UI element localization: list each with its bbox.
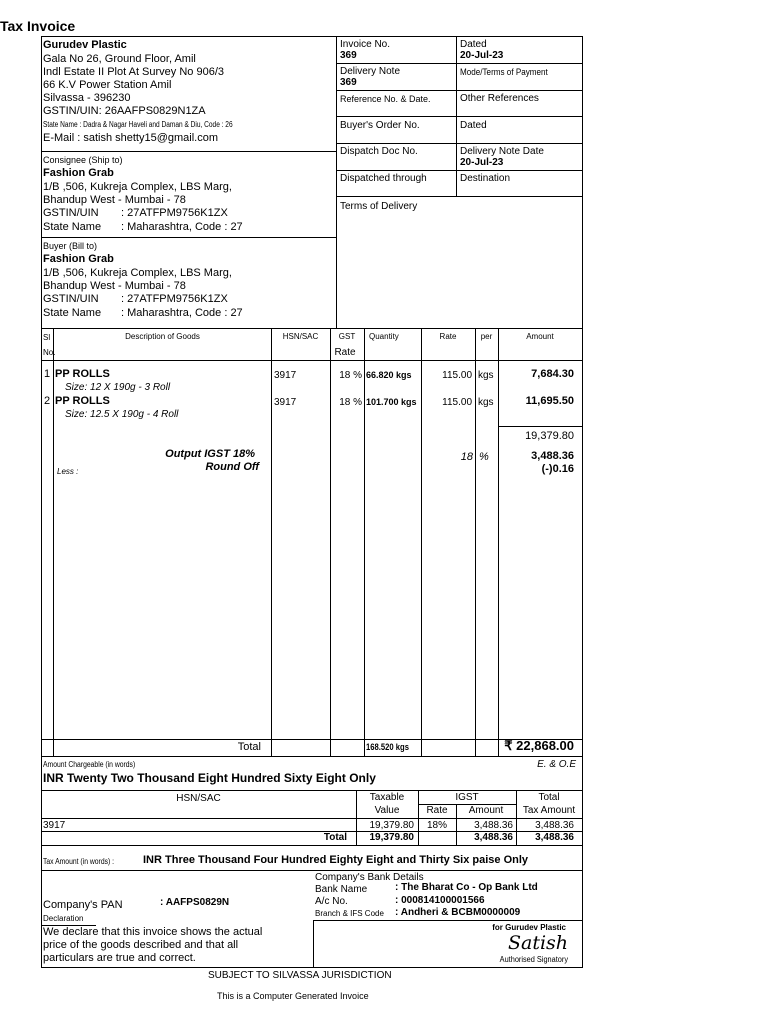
destination-label: Destination — [460, 173, 511, 184]
terms-of-delivery-label: Terms of Delivery — [340, 201, 418, 212]
buyer-name: Fashion Grab — [43, 253, 114, 265]
item-2-size: Size: 12.5 X 190g - 4 Roll — [65, 409, 179, 420]
dated-label: Dated — [460, 39, 487, 50]
less-label: Less : — [57, 467, 79, 476]
tax-amount-in-words: INR Three Thousand Four Hundred Eighty Eight and Thirty Six paise Only — [143, 854, 529, 866]
consignee-state-label: State Name — [43, 221, 102, 233]
bank-name: : The Bharat Co - Op Bank Ltd — [395, 882, 538, 893]
round-off-amount: (-)0.16 — [541, 463, 574, 475]
delivery-note-date-value: 20-Jul-23 — [460, 157, 504, 168]
buyer-order-label: Buyer's Order No. — [340, 120, 420, 131]
seller-gstin: GSTIN/UIN: 26AAFPS0829N1ZA — [43, 105, 206, 117]
consignee-address-line-2: Bhandup West - Mumbai - 78 — [43, 194, 186, 206]
invoice-title: Tax Invoice — [0, 18, 76, 34]
col-desc-header: Description of Goods — [125, 332, 200, 341]
buyer-state-label: State Name — [43, 307, 102, 319]
declaration-line-2: price of the goods described and that all — [43, 939, 239, 951]
seller-name: Gurudev Plastic — [43, 39, 127, 51]
seller-address-line-4: Silvassa - 396230 — [43, 92, 131, 104]
account-no: : 000814100001566 — [395, 895, 485, 906]
invoice-no-label: Invoice No. — [340, 39, 391, 50]
col-no-header: No. — [43, 348, 56, 357]
tax-rate-header: Rate — [426, 805, 448, 816]
buyer-label: Buyer (Bill to) — [43, 241, 98, 251]
tax-total-total: 3,488.36 — [535, 832, 574, 843]
eoe-label: E. & O.E — [537, 759, 576, 770]
buyer-gstin: : 27ATFPM9756K1ZX — [121, 293, 228, 305]
pan-value: : AAFPS0829N — [160, 897, 230, 908]
seller-address-line-1: Gala No 26, Ground Floor, Amil — [43, 53, 196, 65]
signature: Satish — [508, 932, 569, 954]
total-qty: 168.520 kgs — [366, 742, 409, 752]
col-gst-header: GST — [338, 332, 356, 341]
authorised-signatory: Authorised Signatory — [499, 955, 568, 964]
tax-row-rate: 18% — [426, 820, 447, 831]
igst-rate: 18 — [460, 451, 473, 463]
item-2-hsn: 3917 — [274, 397, 297, 408]
item-1-gst: 18 % — [339, 370, 362, 381]
igst-per: % — [479, 451, 489, 463]
seller-address-line-3: 66 K.V Power Station Amil — [43, 79, 172, 91]
item-1-per: kgs — [478, 370, 494, 381]
amount-in-words: INR Twenty Two Thousand Eight Hundred Sixty Eight Only — [43, 771, 376, 785]
seller-email: E-Mail : satish shetty15@gmail.com — [43, 132, 219, 144]
tax-total-header: Total — [538, 792, 560, 803]
dated-value: 20-Jul-23 — [460, 50, 504, 61]
computer-generated-note: This is a Computer Generated Invoice — [217, 991, 369, 1001]
item-2-per: kgs — [478, 397, 494, 408]
col-rate-header: Rate — [439, 332, 457, 341]
declaration-label: Declaration — [43, 914, 84, 923]
item-2-name: PP ROLLS — [55, 395, 110, 407]
total-label: Total — [237, 741, 261, 753]
consignee-name: Fashion Grab — [43, 167, 114, 179]
branch-ifsc: : Andheri & BCBM0000009 — [395, 907, 521, 918]
igst-amount: 3,488.36 — [531, 450, 574, 462]
tax-row-total: 3,488.36 — [535, 820, 574, 831]
bank-heading: Company's Bank Details — [315, 872, 424, 883]
col-sl-header: Sl — [43, 333, 51, 342]
buyer-address-line-2: Bhandup West - Mumbai - 78 — [43, 280, 186, 292]
item-1-name: PP ROLLS — [55, 368, 110, 380]
tax-igst-header: IGST — [455, 792, 479, 803]
item-2-gst: 18 % — [339, 397, 362, 408]
tax-total-value: 19,379.80 — [369, 832, 414, 843]
pan-label: Company's PAN — [43, 899, 123, 911]
item-2-rate: 115.00 — [442, 397, 472, 408]
col-per-header: per — [480, 332, 493, 341]
col-gst-rate-header: Rate — [334, 347, 356, 358]
tax-total-label: Total — [323, 832, 347, 843]
buyer-state: : Maharashtra, Code : 27 — [121, 307, 243, 319]
jurisdiction-note: SUBJECT TO SILVASSA JURISDICTION — [208, 970, 392, 981]
tax-row-amount: 3,488.36 — [474, 820, 513, 831]
tax-row-hsn: 3917 — [43, 820, 66, 831]
tax-value-header: Value — [374, 805, 400, 816]
col-hsn-header: HSN/SAC — [282, 332, 319, 341]
amount-words-label: Amount Chargeable (in words) — [43, 760, 136, 769]
item-2-qty: 101.700 kgs — [366, 397, 417, 407]
tax-tax-amount-header: Tax Amount — [522, 805, 576, 816]
tax-taxable-header: Taxable — [369, 792, 405, 803]
dispatch-doc-label: Dispatch Doc No. — [340, 146, 418, 157]
account-no-label: A/c No. — [315, 896, 348, 907]
round-off-label: Round Off — [205, 461, 259, 473]
col-amount-header: Amount — [526, 332, 554, 341]
tax-row-value: 19,379.80 — [369, 820, 414, 831]
delivery-note-label: Delivery Note — [340, 66, 401, 77]
output-igst-label: Output IGST 18% — [165, 448, 255, 460]
item-1-size: Size: 12 X 190g - 3 Roll — [65, 382, 171, 393]
tax-words-label: Tax Amount (in words) : — [43, 857, 115, 866]
item-2-sl: 2 — [44, 395, 51, 407]
seller-state: State Name : Dadra & Nagar Haveli and Daman & Diu, Code : 26 — [43, 120, 233, 129]
item-1-amount: 7,684.30 — [531, 368, 574, 380]
tax-total-amount: 3,488.36 — [474, 832, 513, 843]
item-1-sl: 1 — [44, 368, 51, 380]
consignee-gstin: : 27ATFPM9756K1ZX — [121, 207, 228, 219]
grand-total-amount: ₹ 22,868.00 — [504, 738, 574, 753]
invoice-no-value: 369 — [340, 50, 357, 61]
buyer-address-line-1: 1/B ,506, Kukreja Complex, LBS Marg, — [43, 267, 232, 279]
delivery-note-value: 369 — [340, 77, 357, 88]
for-company: for Gurudev Plastic — [492, 923, 566, 932]
item-2-amount: 11,695.50 — [525, 395, 574, 407]
declaration-line-1: We declare that this invoice shows the actual — [43, 926, 263, 938]
dispatched-through-label: Dispatched through — [340, 173, 427, 184]
delivery-note-date-label: Delivery Note Date — [460, 146, 544, 157]
declaration-line-3: particulars are true and correct. — [43, 952, 196, 964]
bank-name-label: Bank Name — [315, 884, 368, 895]
payment-terms-label: Mode/Terms of Payment — [460, 67, 548, 77]
consignee-address-line-1: 1/B ,506, Kukreja Complex, LBS Marg, — [43, 181, 232, 193]
seller-address-line-2: Indl Estate II Plot At Survey No 906/3 — [43, 66, 224, 78]
branch-label: Branch & IFS Code — [315, 909, 384, 918]
subtotal-amount: 19,379.80 — [525, 430, 574, 442]
consignee-gstin-label: GSTIN/UIN — [43, 207, 99, 219]
buyer-order-dated-label: Dated — [460, 120, 487, 131]
tax-hsn-header: HSN/SAC — [176, 793, 221, 804]
col-qty-header: Quantity — [369, 332, 399, 341]
item-1-hsn: 3917 — [274, 370, 297, 381]
consignee-label: Consignee (Ship to) — [43, 155, 123, 165]
tax-amount-header: Amount — [468, 805, 504, 816]
consignee-state: : Maharashtra, Code : 27 — [121, 221, 243, 233]
reference-label: Reference No. & Date. — [340, 94, 431, 104]
buyer-gstin-label: GSTIN/UIN — [43, 293, 99, 305]
item-1-rate: 115.00 — [442, 370, 472, 381]
item-1-qty: 66.820 kgs — [366, 370, 412, 380]
other-references-label: Other References — [460, 93, 539, 104]
